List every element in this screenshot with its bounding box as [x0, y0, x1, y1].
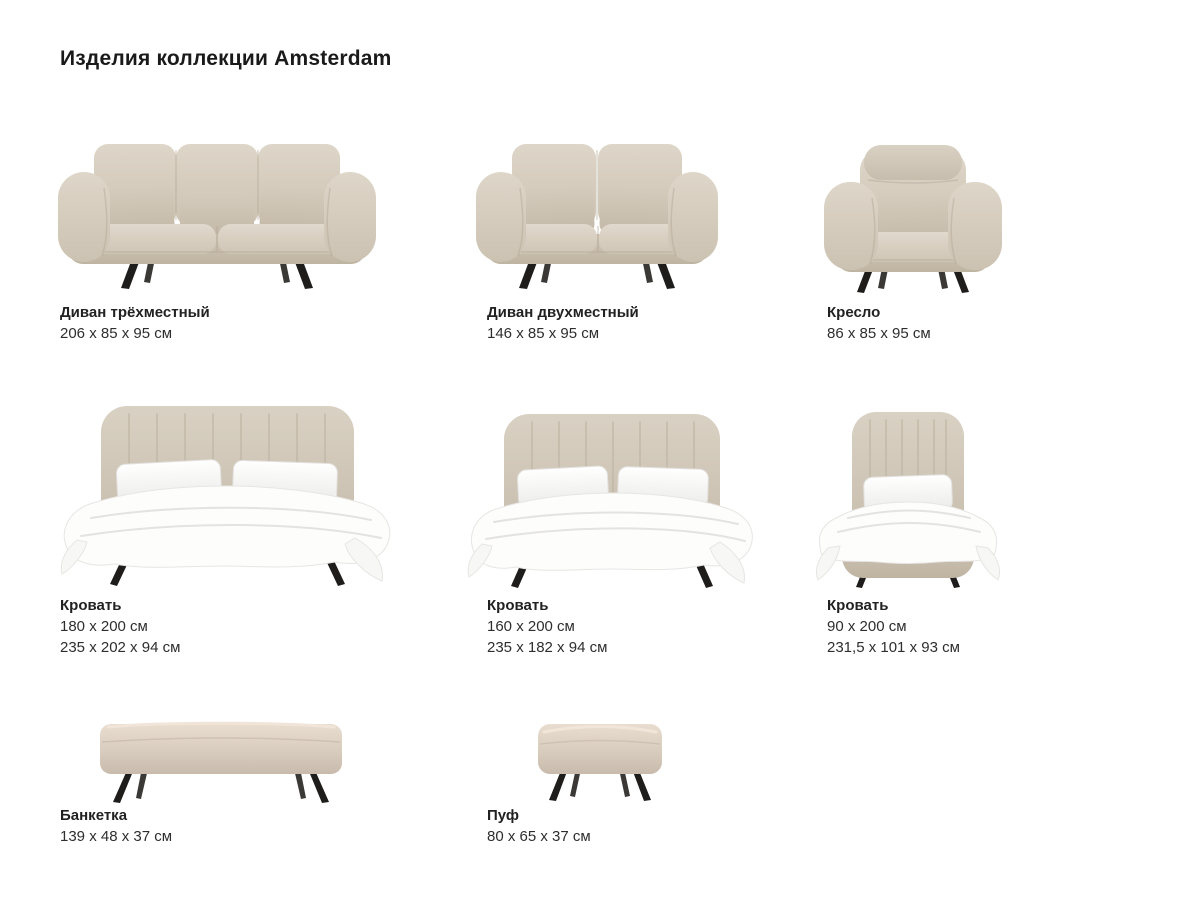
bench-image: [92, 712, 350, 807]
bed-160-image: [462, 408, 762, 590]
product-card-bed-180[interactable]: [55, 400, 405, 660]
armchair-image: [818, 138, 1008, 295]
product-dimensions: 80 x 65 x 37 см: [487, 828, 591, 845]
sofa-two-seat-image: [472, 130, 722, 295]
product-dimensions: 146 x 85 x 95 см: [487, 325, 600, 342]
product-name: Кровать: [487, 597, 549, 614]
product-dimensions: 235 x 182 x 94 см: [487, 639, 608, 656]
product-dimensions: 231,5 x 101 x 93 см: [827, 639, 960, 656]
product-dimensions: 206 x 85 x 95 см: [60, 325, 173, 342]
product-dimensions: 160 x 200 см: [487, 618, 575, 635]
product-card-pouf[interactable]: [487, 712, 697, 862]
product-dimensions: 180 x 200 см: [60, 618, 148, 635]
product-name: Кровать: [60, 597, 122, 614]
product-name: Пуф: [487, 807, 520, 824]
product-card-sofa-two-seat[interactable]: [470, 130, 730, 360]
page-title: Изделия коллекции Amsterdam: [60, 47, 392, 70]
product-card-bed-160[interactable]: [458, 400, 768, 660]
product-dimensions: 86 x 85 x 95 см: [827, 325, 931, 342]
product-card-bench[interactable]: [60, 712, 360, 862]
bed-180-image: [55, 400, 400, 590]
product-name: Диван трёхместный: [60, 304, 210, 321]
product-name: Кровать: [827, 597, 889, 614]
product-card-bed-90[interactable]: [808, 398, 1018, 660]
sofa-three-seat-image: [52, 130, 382, 295]
pouf-image: [520, 712, 680, 807]
product-card-sofa-three-seat[interactable]: [52, 130, 397, 360]
product-dimensions: 90 x 200 см: [827, 618, 907, 635]
product-name: Банкетка: [60, 807, 128, 824]
product-card-armchair[interactable]: [818, 130, 1018, 360]
bed-90-image: [808, 398, 1008, 590]
product-name: Диван двухместный: [487, 304, 639, 321]
product-dimensions: 235 x 202 x 94 см: [60, 639, 181, 656]
product-dimensions: 139 x 48 x 37 см: [60, 828, 173, 845]
product-name: Кресло: [827, 304, 881, 321]
